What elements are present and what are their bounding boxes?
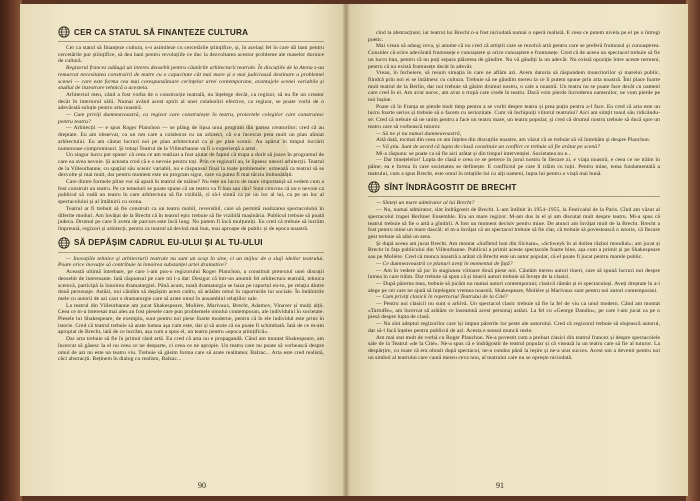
paragraph: — Cum priviți clasicii în repertoriul Teatrului de la Cité? xyxy=(376,294,508,301)
heading-text: CER CA STATUL SĂ FINANȚEZE CULTURA xyxy=(74,27,249,37)
paragraph: — Nu sînt adeptul regizorilor care își impun părerile lor peste ale autorului. Cred că regizorul trebuie să slujească autorul, dar să-l facă înțeles pentru publicul de azi. Acesta e sensul muncii mele. xyxy=(368,321,660,334)
right-page xyxy=(346,4,688,496)
paragraph: Poate că în Franța se pierde mult timp pentru a se vorbi despre teatru și prea puțin pentru a-l face. Eu cred că arta este un lucru foarte serios și trebuie să o facem cu seriozitate. Cum vă închipuiți viitorul teatrului? Aici am simțit tonul său ridicându-se: Cred că trebuie să ne unim pentru a face un teatru mare, un teatru popular, și cred că drumul nostru trebuie să ducă spre un teatru care să vorbească tuturor. xyxy=(368,103,660,130)
right-column xyxy=(368,30,660,361)
divider xyxy=(368,196,660,197)
globe-icon xyxy=(58,26,70,38)
book-cover-edge-left xyxy=(0,0,22,501)
paragraph: Am mai stat mult de vorbă cu Roger Planchon. Ne-a povestit cum a preluat clasici din teatrul francez și despre spectacolele sale de la Teatrul «de la Cité». Ne-a spus că e îndrăgostit de teatrul popular și că visează la un teatru care să fie al tuturor. La despărțire, cu toate că era obosit după spectacol, ne-a condus până la ieșire și ne-a urat succes. Acest om a devenit pentru noi un simbol al teatrului care caută mereu ceva nou, al teatrului care nu se oprește niciodată. xyxy=(368,334,660,361)
paragraph: Și după aceea am jucat Brecht. Am montat «Sufletul bun din Sîciuan», «Schweyk în al doilea război mondial»; am jucat și Brecht în fața publicului din Villeurbanne. Publicul a primit aceste spectacole foarte bine, așa cum a primit și pe Shakespeare sau pe Molière. Cred că munca noastră a arătat că Brecht este un autor popular, că el poate fi jucat pentru marele public. xyxy=(368,240,660,261)
paragraph: — Inovațiile tehnice și arhitecturii teatrale nu sunt un scop în sine, ci un mijloc de a sluji ideilor teatrului. Poate orice inovație să contribuie la înnoirea substanței artei dramatice? xyxy=(58,255,324,269)
paragraph: — Am în vedere să joc în stagiunea viitoare două piese noi. Căutăm mereu autori tineri, care să spună lucruri noi despre lumea în care trăim. Dar trebuie să spun că și tinerii autori trebuie să învețe de la clasici. xyxy=(368,267,660,281)
paragraph: — După părerea mea, trebuie să jucăm nu numai autori contemporani; clasicii rămân și ei spectaculoși. Aveți dreptate în a-i alege pe cei care ne ajută să înțelegem vremea noastră. Shakespeare, Molière și Marivaux sunt pentru noi autori contemporani. xyxy=(368,280,660,294)
paragraph: Arhitectul meu, când a fost vorba de o construcție teatrală, nu înțelege decât, ca regizor, să nu fie un creator decât în interiorul sălii. Numai având acest spirit al unei colaborări efective, ca regizor, se poate vorbi de o adevărată soluție pentru arta noastră. xyxy=(58,91,324,112)
paragraph: cînd la abstracțiuni; iar teatrul lui Brecht n-a fost niciodată numai o operă realistă. E ceea ce putem nivela pe el pe o întregi poetic. xyxy=(368,30,660,43)
paragraph: Această ultimă întrebare, pe care i-am pus-o regizorului Roger Planchon, a constituit pretextul unei discuții deosebit de interesante. Iată răspunsul pe care mi l-a dat: Desigur că într-un anumit fel arhitectura teatrală, tehnica scenică, participă la înnoirea dramaturgiei. Până acum, toată dramaturgia se baza pe raportul eu-tu, pe relația dintre două personaje. Astăzi, noi căutăm să depășim acest cadru, să arătăm omul în raporturile lui sociale. În întâlnirile mele cu autorii de azi caut o dramaturgie care să arate omul în ansamblul relațiilor sale. xyxy=(58,269,324,302)
globe-icon xyxy=(58,237,70,249)
paragraph: Vreau, în încheiere, să resum situația în care ne aflăm azi. Avem datoria să răspundem muncitorilor și marelui public, fiindcă prin noi ei se întâlnesc cu cultura. Trebuie să ne gândim mereu la ce îi putem spune prin arta noastră. Îmi place foarte mult teatrul de la Berlin, dar noi trebuie să găsim drumul nostru, o cale a noastră. Un teatru nu se poate face decât cu oameni care cred în el. Am avut noroc, am avut o trupă care crede în teatru. Dacă vom pierde încrederea oamenilor, ne vom pierde pe noi înșine. xyxy=(368,70,660,104)
section-heading-finance xyxy=(58,26,324,38)
paragraph: — Dar binețelelor! Lupta de clasă e ceea ce se petrece în jurul nostru în fiecare zi, e viața noastră, e ceea ce ne trăim în pâine; ea e forma în care societatea se definește. E conflictul pe care îl trăim cu toții. Pentru mine, tema fundamentală a teatrului, cum a spus Brecht, este omul în relațiile lui cu alți oameni, lupta lui pentru o viață mai bună. xyxy=(368,157,660,177)
paragraph: — Cum priviți dumneavoastră, ca regizor care construiește în teatru, proiectele colegilor care construiesc pentru teatru? xyxy=(58,112,324,125)
book-gutter xyxy=(342,4,350,496)
paragraph: — Arhitecții — e spus Roger Planchon — se plâng de lipsa unui program din partea creatorilor; cred că au dreptate. Eu am observat, ca un om care a colaborat cu un arhitect, că s-a încercat prea mult un plan aliniat arhitectului. Eu am căutat lucruri noi pe plan arhitectural ca și pe plan scenic. Au apărut în timpul lucrării numeroase compromisuri. Și totuși Teatrul de la Villeurbanne va fi o experiență a artei. xyxy=(58,125,324,152)
heading-text: SĂ DEPĂȘIM CADRUL EU-ULUI ȘI AL TU-ULUI xyxy=(74,238,263,248)
paragraph: — Nu, numai admirator, sînt îndrăgostit de Brecht. L-am întîlnit în 1954–1955, la Festivalul de la Paris. Cînd am văzut al spectacolul trupei Berliner Ensemble. Era un mare regizor. M-am dus la el și am discutat mult despre teatru. Mi-a spus că teatrul trebuie să fie o artă a gîndirii. A fost un moment decisiv pentru mine. De atunci am învățat mult de la Brecht. Brecht a fost pentru mine un mare dascăl: el m-a învățat că un spectacol trebuie să fie clar, că trebuie să povestească o istorie, că fiecare gest trebuie să aibă un sens. xyxy=(368,207,660,240)
paragraph: Dar arta trebuie să fie în primul rând artă. Eu cred că arta nu e propagandă. Când am montat Shakespeare, am încercat să găsesc la el nu ceea ce ne desparte, ci ceea ce ne apropie. Un teatru care nu poate să vorbească despre omul de azi nu este un teatru viu. Trebuie să găsim forma care să arate realitatea: Balzac... Arta este cred realistă, căci abstracții. Reținem în dialog cu realism, Balzac... xyxy=(58,336,324,363)
paragraph: Care dintre formele pline vor să apară în teatrul de mâine? Nu este un lucru de mare importanță să vedem cum a fost construit un teatru. Pe ce temeiuri se poate spune că un teatru va fi bun sau rău? Sunt convins că nu e nevoie ca publicul să vadă un teatru în care arhitectura să fie vizibilă, ci să-l simtă ca pe un loc al lui, ca pe un loc al spectacolului și al întâlnirii cu scena. xyxy=(58,179,324,206)
section-heading-self xyxy=(58,237,324,249)
paragraph: — Pentru noi clasicii nu sunt o arhivă. Un spectacol clasic trebuie să fie la fel de viu ca unul modern. Când am montat «Tartuffe», am încercat să arătăm ce înseamnă acest personaj astăzi. La fel cu «George Dandin», pe care l-am jucat ca pe o piesă despre lupta de clasă. xyxy=(368,301,660,321)
page-number: 91 xyxy=(496,481,504,490)
paragraph: — Să ne și nu numai dumneavoastră, xyxy=(376,130,462,137)
paragraph: Cer ca statul să finanțeze cultura, s-o asimileze cu cercetările științifice, și, în același fel în care dă bani pentru cercetările pur științifice, să dea bani pentru revoluțiile ce duc la dezvoltarea acestor probleme ale maselor dornice de cultură. xyxy=(58,45,324,65)
page-number: 90 xyxy=(198,481,206,490)
left-page xyxy=(20,4,346,496)
paragraph: La teatrul din Villeurbanne am jucat Shakespeare, Molière, Marivaux, Brecht, Adamov, Vinaver și mulți alții. Ceea ce m-a interesat mai ales au fost piesele care pun problemele omului contemporan, ale individului în societate. Piesele lui Shakespeare, de exemplu, sunt pentru noi piese foarte moderne, pentru că în ele individul este prins în istorie. Cred că teatrul trebuie să arate lumea așa cum este, dar și să arate că ea poate fi schimbată. Iată de ce m-am apropiat de Brecht, iată de ce lucrăm, așa cum a spus el, un teatru pentru «epoca științifică». xyxy=(58,302,324,336)
paragraph: — Ce dumneavoastră ce planuri aveți în momentul de față? xyxy=(376,260,513,267)
globe-icon xyxy=(368,181,380,193)
divider xyxy=(58,41,324,42)
paragraph: Regizorul francez adăugă un interes deosebit pentru căutările arhitecturii teatrale. În discuțiile de la Atena s-au remarcat necesitatea construirii de teatre cu o capacitate cât mai mare și o mai judicioasă destinare a problemei scenei — care este forma cea mai corespunzătoare cerințelor artei contemporane, avantajele scenei variabile și studiul de înzestrare tehnică a acesteia. xyxy=(58,65,324,92)
paragraph: Un singur lucru pot spune: că ceea ce am realizat a fost ajutat de faptul că trupa a dorit să joace în programul de care ea avea nevoie. Și aceasta cred că e o nevoie pentru toți. Prin ce regizorii au, le lipsesc uneori arhitecții. Teatrul de la Villeurbanne, cu spațiul său scenic variabil, nu e răspunsul final la toate problemele: urmează ca teatrul să se dezvolte și mai mult, dar pentru moment este un program sigur, care va putea fi mai târziu îmbunătățit. xyxy=(58,152,324,179)
divider xyxy=(58,252,324,253)
left-column xyxy=(58,26,324,363)
paragraph: — Sînteți un mare admirator al lui Brecht? xyxy=(376,200,475,207)
paragraph: Altă dată, tocmai din ceea ce am înțeles din discuțiile noastre, am văzut că se trebuie să vă întrebăm și despre Planchon. xyxy=(376,137,651,144)
section-heading-brecht xyxy=(368,181,660,193)
book-cover-edge-right xyxy=(686,0,700,501)
paragraph: Mai vreau să adaug ceva, și anume că nu cred că artiștii care se rezolvă artă pentru care se preferă frumosul și cunoașterea. Consider că orice adevărată frumusețe e cunoaștere și orice cunoaștere e frumusețe. Cred că de aceea un spectacol trebuie să fie un lucru bun, pentru că nu poți separa plăcerea de gândire. Nu vă gândiți la un adevăr. Nu există opoziție între aceste termeni, pentru că nu există frumusețe decât în adevăr. xyxy=(368,43,660,70)
heading-text: SÎNT ÎNDRĂGOSTIT DE BRECHT xyxy=(384,182,517,192)
paragraph: — Vă știu. Sunt de acord că lupta de clasă constituie un conflict ce trebuie să fie arătat pe scenă? xyxy=(376,143,600,150)
paragraph: Teatrul ar fi trebuit să fie construit ca un teatru mobil, reversibil, care să permită realizarea spectacolului în diferite moduri. Am învățat de la Brecht că în teatrul epic trebuie să fie vizibilă mașinăria. Publicul trebuie să poată judeca. Drumul pe care îl avem de parcurs este încă lung. Nu putem fi încă mulțumiți. Eu cred că trebuie să lucrăm împreună, regizori și arhitecți, pentru ca teatrul să devină mai bun, mai aproape de public și de epoca noastră. xyxy=(58,205,324,232)
paragraph: Mi-a răspuns: se poate ca să fie aici arătat și din timpul intervenției. Societatea nu e... xyxy=(376,150,572,157)
